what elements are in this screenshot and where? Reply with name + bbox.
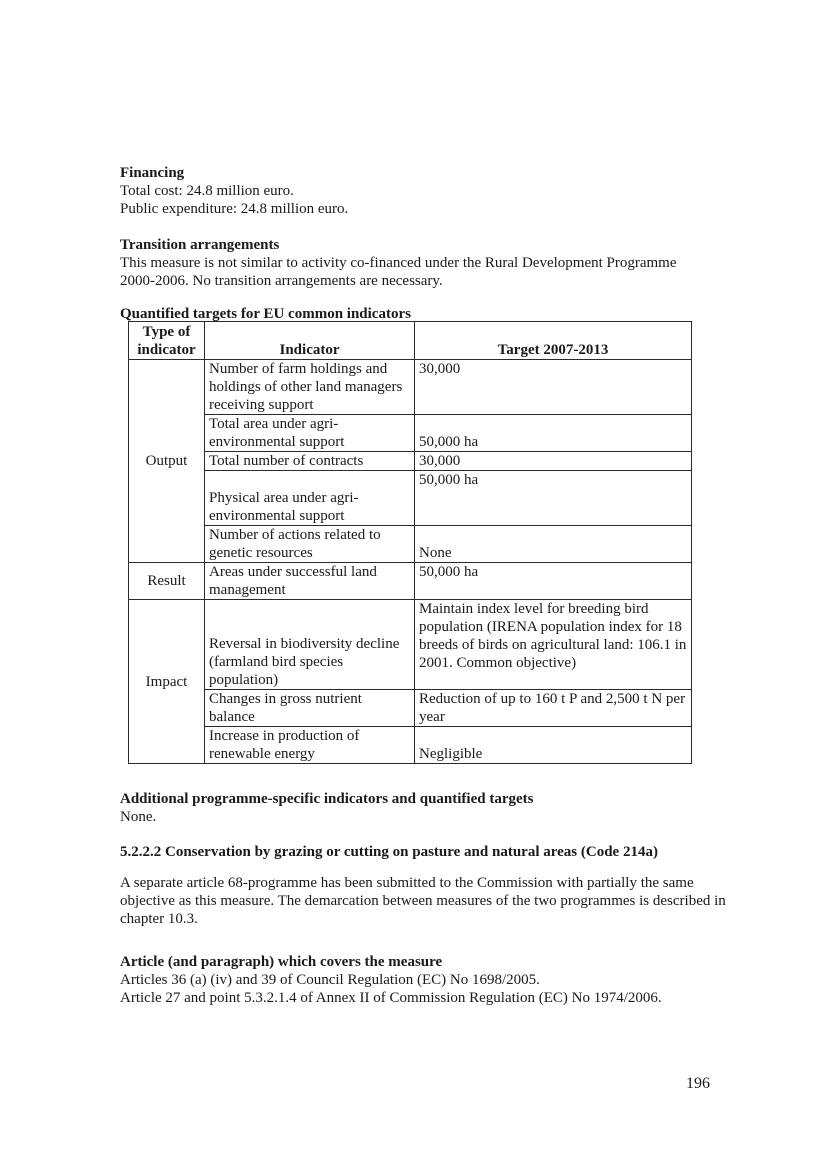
indicator-cell: Total area under agri-environmental support [205, 415, 415, 452]
table-row [129, 563, 692, 600]
target-cell: 30,000 [415, 360, 692, 415]
indicator-cell: Changes in gross nutrient balance [205, 690, 415, 727]
article-heading: Article (and paragraph) which covers the measure [120, 954, 443, 970]
indicator-cell: Physical area under agri-environmental support [205, 471, 415, 526]
type-cell-output: Output [129, 360, 205, 563]
total-cost-line: Total cost: 24.8 million euro. [120, 183, 294, 199]
target-cell: Negligible [415, 727, 692, 764]
table-row [129, 471, 692, 526]
public-expenditure-line: Public expenditure: 24.8 million euro. [120, 201, 349, 217]
section-heading-214a [120, 843, 730, 861]
additional-indicators-section [120, 790, 730, 826]
article-section [120, 953, 730, 1007]
article-line-2: Article 27 and point 5.3.2.1.4 of Annex II of Commission Regulation (EC) No 1974/2006. [120, 990, 662, 1006]
indicators-table [128, 321, 692, 764]
article-line-1: Articles 36 (a) (iv) and 39 of Council Regulation (EC) No 1698/2005. [120, 972, 540, 988]
type-cell-result: Result [129, 563, 205, 600]
transition-section [120, 236, 730, 290]
table-row [129, 360, 692, 415]
section-paragraph: A separate article 68-programme has been submitted to the Commission with partially the same objective as this measure. The demarcation between measures of the two programmes is described in chapter 10.3. [120, 875, 726, 927]
indicator-cell: Increase in production of renewable energy [205, 727, 415, 764]
page-number: 196 [686, 1075, 710, 1092]
financing-heading: Financing [120, 165, 185, 181]
target-cell: Maintain index level for breeding bird population (IRENA population index for 18 breeds of birds on agricultural land: 106.1 in 2001. Common objective) [415, 600, 692, 690]
indicator-cell: Number of farm holdings and holdings of other land managers receiving support [205, 360, 415, 415]
section-heading: 5.2.2.2 Conservation by grazing or cutting on pasture and natural areas (Code 214a) [120, 844, 658, 860]
type-cell-impact: Impact [129, 600, 205, 764]
indicators-table-container [128, 321, 691, 773]
target-cell: 50,000 ha [415, 471, 692, 526]
indicator-cell: Areas under successful land management [205, 563, 415, 600]
target-cell: 50,000 ha [415, 563, 692, 600]
quantified-targets-heading: Quantified targets for EU common indicators [120, 306, 411, 322]
financing-section [120, 164, 730, 218]
indicator-cell: Number of actions related to genetic resources [205, 526, 415, 563]
table-row [129, 727, 692, 764]
target-cell: 50,000 ha [415, 415, 692, 452]
table-row [129, 526, 692, 563]
header-indicator: Indicator [205, 322, 415, 360]
section-paragraph-block [120, 874, 730, 928]
table-row [129, 415, 692, 452]
table-row [129, 600, 692, 690]
indicator-cell: Reversal in biodiversity decline (farmland bird species population) [205, 600, 415, 690]
additional-heading: Additional programme-specific indicators and quantified targets [120, 791, 534, 807]
indicator-cell: Total number of contracts [205, 452, 415, 471]
target-cell: 30,000 [415, 452, 692, 471]
transition-line-2: 2000-2006. No transition arrangements are necessary. [120, 273, 443, 289]
transition-heading: Transition arrangements [120, 237, 280, 253]
target-cell: Reduction of up to 160 t P and 2,500 t N per year [415, 690, 692, 727]
header-target: Target 2007-2013 [415, 322, 692, 360]
transition-line-1: This measure is not similar to activity co-financed under the Rural Development Programme [120, 255, 677, 271]
table-row [129, 452, 692, 471]
additional-text: None. [120, 809, 157, 825]
table-header-row [129, 322, 692, 360]
target-cell: None [415, 526, 692, 563]
header-type-of-indicator: Type of indicator [129, 322, 205, 360]
table-row [129, 690, 692, 727]
